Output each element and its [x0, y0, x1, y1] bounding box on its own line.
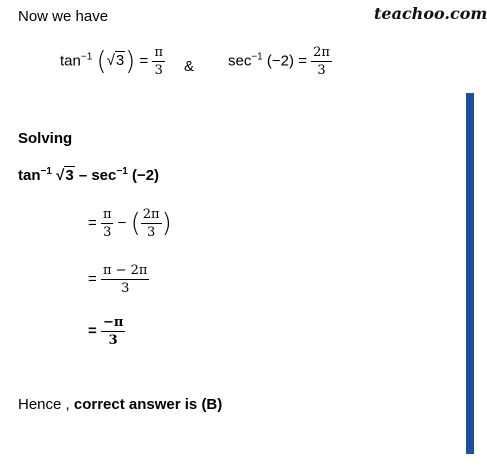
step3-equals: = [88, 322, 97, 340]
expr-sup2: −1 [116, 166, 128, 177]
step1-frac-a [101, 208, 114, 239]
eq1-fraction [152, 46, 165, 77]
step2-fraction [101, 264, 150, 295]
eq1-num: π [154, 45, 163, 60]
step1-b-den: 3 [147, 225, 156, 240]
step-1 [88, 208, 172, 239]
step3-den: 3 [108, 333, 118, 348]
conclusion-answer: correct answer is (B) [73, 396, 223, 413]
eq1-sup: −1 [80, 51, 93, 63]
expr-minus-sec: – sec [74, 167, 117, 184]
step1-equals: = [88, 214, 97, 232]
eq2-func: sec [228, 52, 252, 70]
conclusion [18, 396, 222, 413]
step1-b-num: 2π [142, 207, 160, 222]
eq1-close-paren: ) [125, 46, 136, 77]
eq1-equals: = [139, 52, 149, 70]
eq1-den: 3 [154, 63, 163, 78]
eq2-arg: (−2) [266, 52, 295, 70]
step2-equals: = [88, 270, 97, 288]
step2-den: 3 [121, 281, 130, 296]
eq1-radicand: 3 [115, 52, 125, 70]
step1-minus: − [117, 214, 127, 232]
conclusion-prefix: Hence , [18, 396, 74, 413]
expr-arg: (−2) [127, 167, 160, 184]
eq1-open-paren: ( [96, 46, 107, 77]
step3-num: −π [102, 315, 124, 330]
eq2-num: 2π [313, 45, 330, 60]
solving-heading: Solving [18, 130, 73, 147]
expr-tan: tan [18, 167, 41, 184]
teachoo-logo: teachoo.com [374, 4, 487, 23]
equation-sec-inverse [228, 46, 332, 77]
step1-a-den: 3 [103, 225, 112, 240]
main-expression [18, 166, 159, 184]
step1-frac-b [141, 208, 162, 239]
intro-text: Now we have [18, 8, 109, 25]
accent-side-bar [466, 93, 474, 454]
eq1-func: tan [60, 52, 81, 70]
step-2 [88, 264, 149, 295]
expr-sup1: −1 [40, 166, 52, 177]
eq2-sup: −1 [251, 51, 263, 63]
eq2-equals: = [298, 52, 307, 70]
step-3 [88, 316, 125, 347]
ampersand: & [184, 58, 195, 75]
equation-tan-inverse [60, 46, 165, 77]
step1-a-num: π [102, 207, 112, 222]
eq2-fraction [311, 46, 332, 77]
step1-open-paren: ( [130, 208, 141, 239]
eq2-den: 3 [317, 63, 326, 78]
step1-close-paren: ) [161, 208, 172, 239]
expr-sqrt: √3 [56, 167, 74, 184]
eq1-sqrt: √3 [106, 52, 125, 70]
step2-num: π − 2π [102, 263, 148, 278]
expr-radicand: 3 [65, 167, 74, 184]
step3-fraction [101, 316, 125, 347]
